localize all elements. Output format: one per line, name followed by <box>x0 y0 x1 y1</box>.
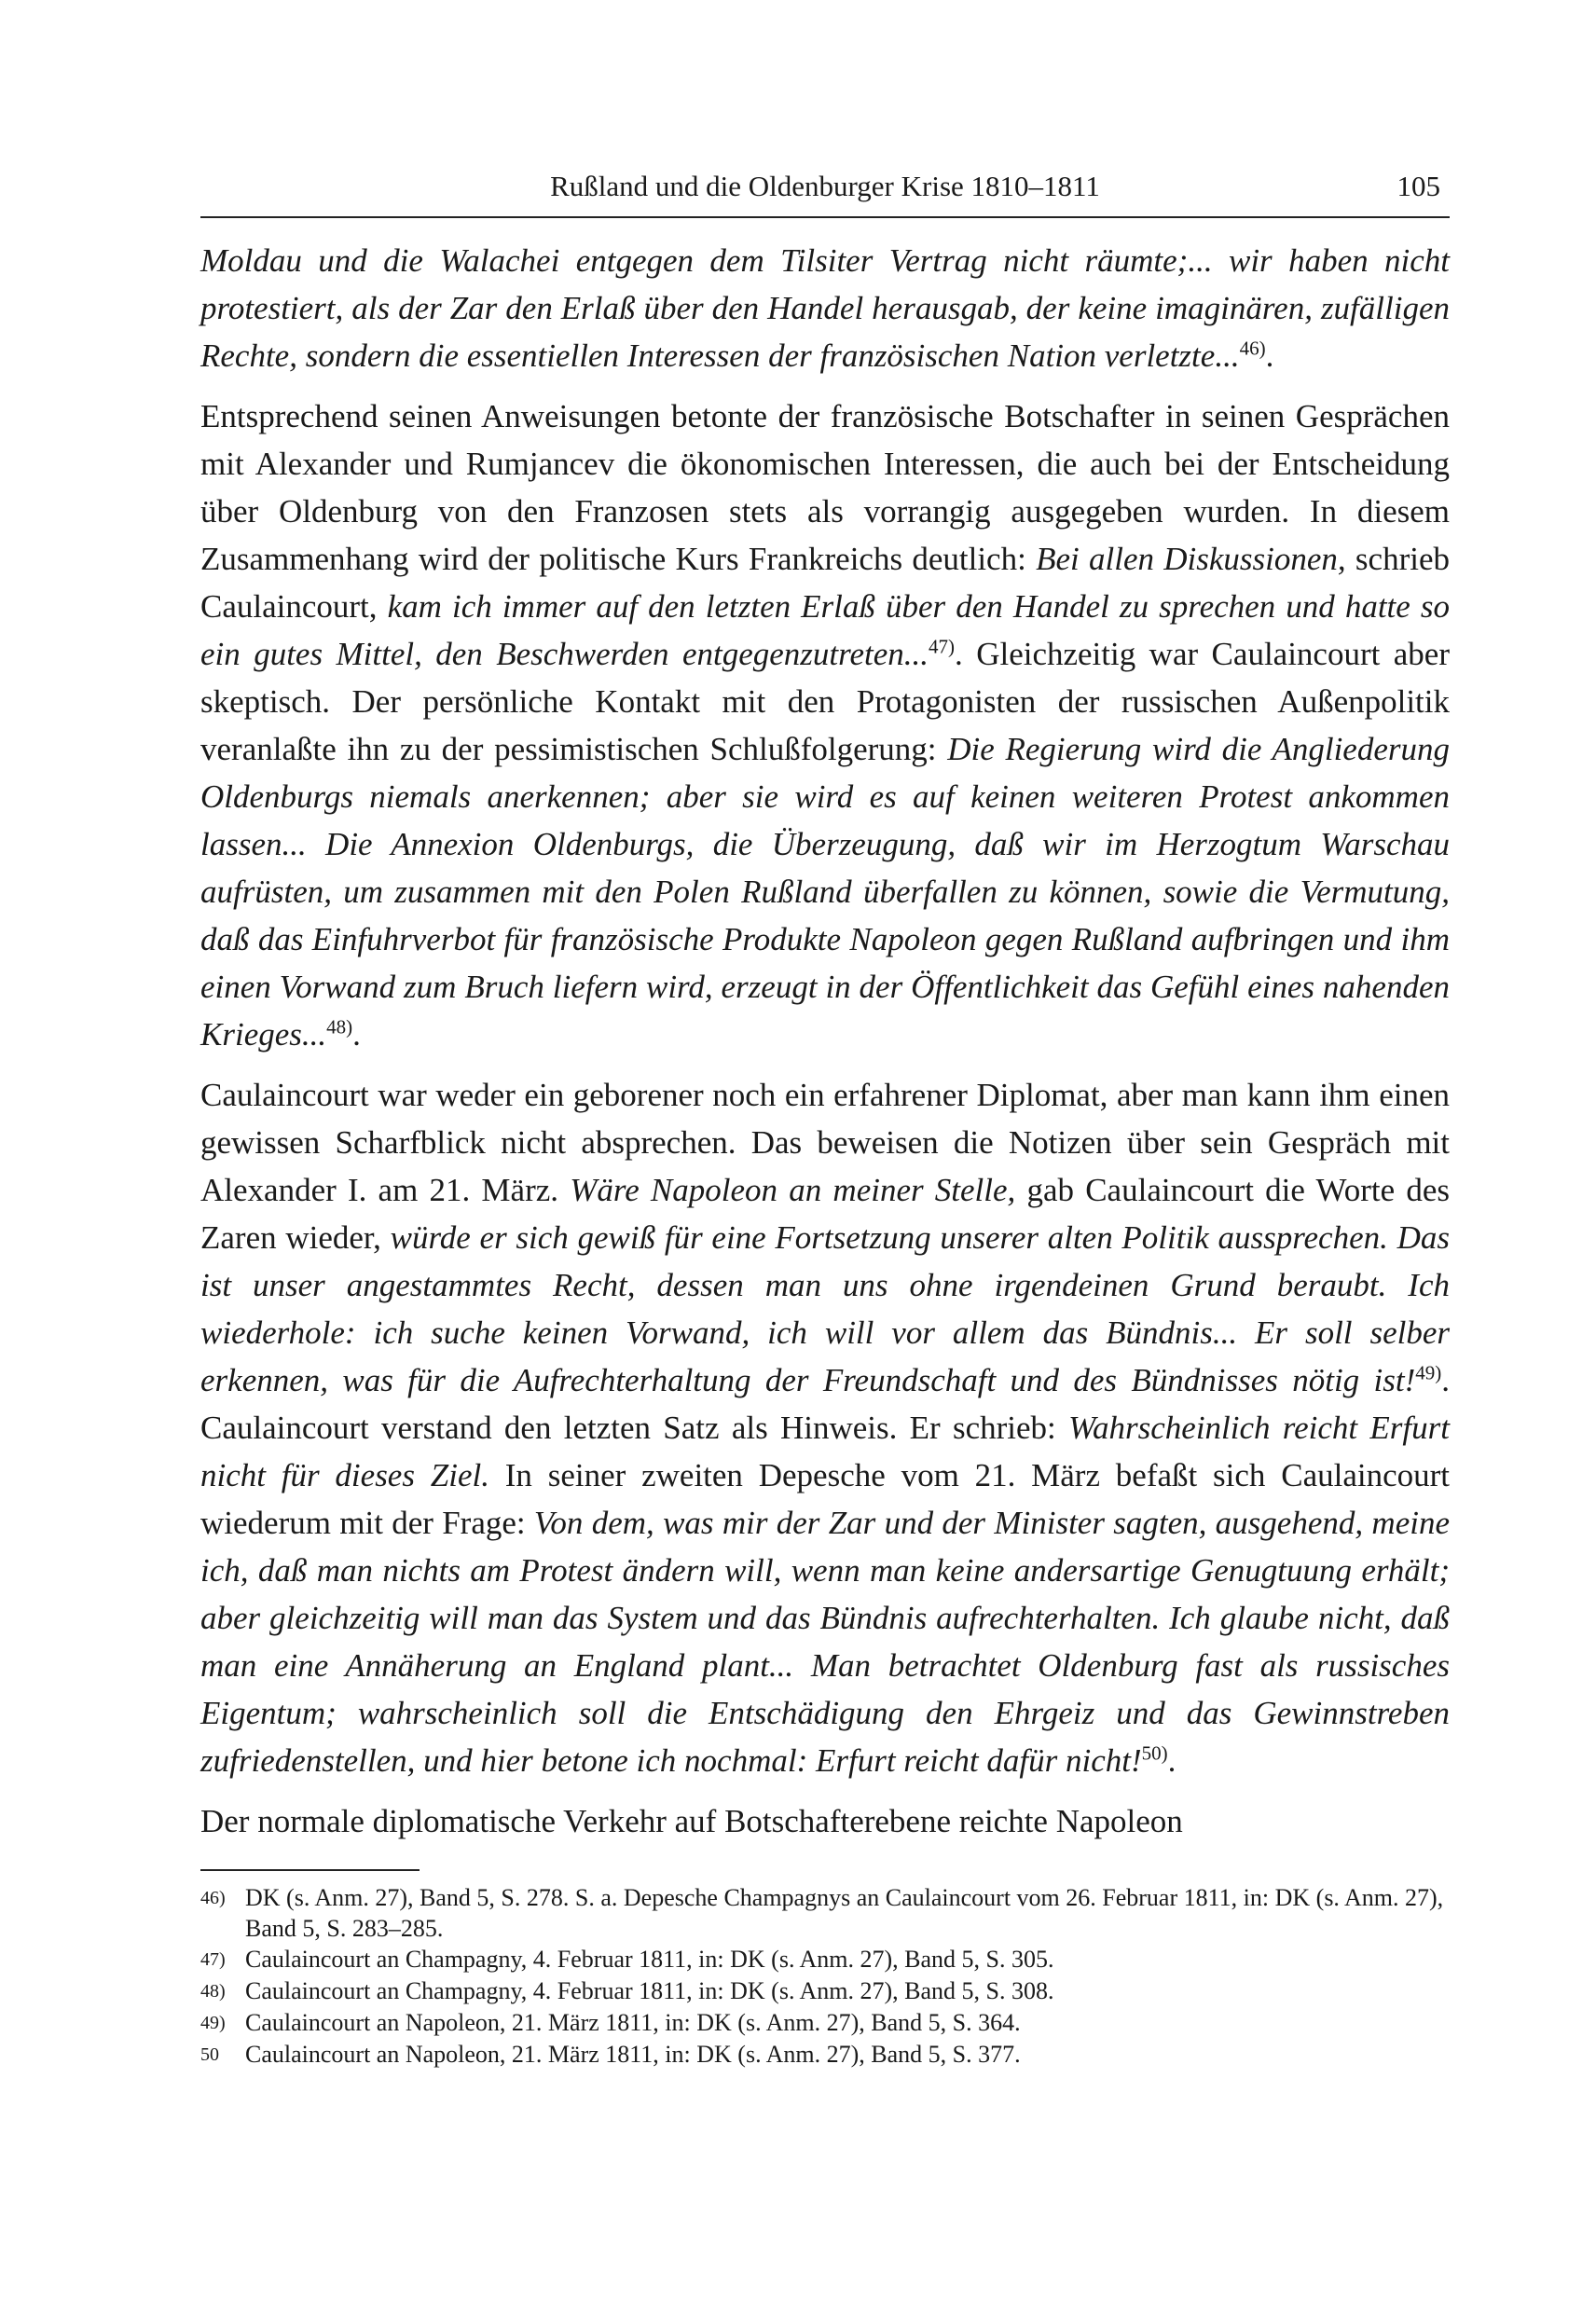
footnote-text: DK (s. Anm. 27), Band 5, S. 278. S. a. Depesche Champagnys an Caulaincourt vom 26. Februar 1811, in: DK (s. Anm. 27), Band 5, S. 283–285. <box>245 1884 1444 1942</box>
page <box>200 168 1450 2071</box>
footnote-text: Caulaincourt an Champagny, 4. Februar 1811, in: DK (s. Anm. 27), Band 5, S. 308. <box>245 1977 1054 2004</box>
quoted-text: Wahrscheinlich reicht Erfurt nicht für dieses Ziel. <box>200 1410 1450 1493</box>
text-run: Der normale diplomatische Verkehr auf Botschafterebene reichte Napoleon <box>200 1803 1183 1839</box>
footnote-number: 48) <box>200 1981 226 2002</box>
paragraph <box>200 1797 1450 1845</box>
footnote-ref: 46) <box>1239 337 1266 360</box>
footnote-text: Caulaincourt an Napoleon, 21. März 1811, in: DK (s. Anm. 27), Band 5, S. 364. <box>245 2009 1021 2036</box>
footnote-text: Caulaincourt an Napoleon, 21. März 1811, in: DK (s. Anm. 27), Band 5, S. 377. <box>245 2041 1021 2068</box>
quoted-text: kam ich immer auf den letzten Erlaß über den Handel zu sprechen und hatte so ein gutes Mittel, den Beschwerden entgegenzutreten... <box>200 588 1451 672</box>
text-run: . <box>1167 1742 1176 1779</box>
page-number: 105 <box>1396 170 1440 202</box>
text-run: . Caulaincourt verstand den letzten Satz als Hinweis. Er schrieb: <box>200 1362 1450 1446</box>
footnote-text: Caulaincourt an Champagny, 4. Februar 1811, in: DK (s. Anm. 27), Band 5, S. 305. <box>245 1946 1054 1973</box>
quoted-text: würde er sich gewiß für eine Fortsetzung unserer alten Politik aussprechen. Das ist unser angestammtes Recht, dessen man uns ohne irgendeinen Grund beraubt. Ich wiederhole: ich suche keinen Vorwand, ich will vor allem das Bündnis... Er soll selber erkennen, was für die Aufrechterhaltung der Freundschaft und des Bündnisses nötig ist! <box>200 1219 1450 1398</box>
footnote-divider <box>200 1869 420 1871</box>
footnote <box>200 1944 1450 1975</box>
footnotes <box>200 1882 1450 2071</box>
text-run: gab Caulaincourt die Worte des Zaren wieder, <box>200 1172 1450 1256</box>
quoted-text: Von dem, was mir der Zar und der Minister sagten, ausgehend, meine ich, daß man nichts am Protest ändern will, wenn man keine andersartige Genugtuung erhält; aber gleichzeitig will man das System und das Bündnis aufrechterhalten. Ich glaube nicht, daß man eine Annäherung an England plant... Man betrachtet Oldenburg fast als russisches Eigentum; wahrscheinlich soll die Entschädigung den Ehrgeiz und das Gewinnstreben zufriedenstellen, und hier betone ich nochmal: Erfurt reicht dafür nicht! <box>200 1505 1450 1779</box>
paragraph <box>200 392 1450 1058</box>
footnote-ref: 48) <box>326 1015 353 1039</box>
footnote <box>200 2039 1450 2071</box>
quoted-text: Die Regierung wird die Angliederung Oldenburgs niemals anerkennen; aber sie wird es auf keinen weiteren Protest ankommen lassen... Die Annexion Oldenburgs, die Überzeugung, daß wir im Herzogtum Warschau aufrüsten, um zusammen mit den Polen Rußland überfallen zu können, sowie die Vermutung, daß das Einfuhrverbot für französische Produkte Napoleon gegen Rußland aufbringen und ihm einen Vorwand zum Bruch liefern wird, erzeugt in der Öffentlichkeit das Gefühl eines nahenden Krieges... <box>200 731 1450 1053</box>
footnote-number: 47) <box>200 1949 226 1970</box>
body-text <box>200 237 1450 1845</box>
running-title: Rußland und die Oldenburger Krise 1810–1811 <box>550 170 1100 202</box>
text-run: . <box>1265 337 1274 374</box>
footnote-ref: 50) <box>1141 1741 1168 1765</box>
running-head <box>200 168 1450 218</box>
text-run: . Gleichzeitig war Caulaincourt aber skeptisch. Der persönliche Kontakt mit den Protagonisten der russischen Außenpolitik veranlaßte ihn zu der pessimistischen Schlußfolgerung: <box>200 636 1450 767</box>
text-run: schrieb Caulaincourt, <box>200 541 1450 625</box>
paragraph <box>200 1071 1450 1784</box>
text-run: Entsprechend seinen Anweisungen betonte der französische Botschafter in seinen Gesprächen mit Alexander und Rumjancev die ökonomischen Interessen, die auch bei der Entscheidung über Oldenburg von den Franzosen stets als vorrangig ausgegeben wurden. In diesem Zusammenhang wird der politische Kurs Frankreichs deutlich: <box>200 398 1450 577</box>
quoted-text: Wäre Napoleon an meiner Stelle, <box>570 1172 1016 1208</box>
footnote-number: 50 <box>200 2044 219 2065</box>
quoted-text: Moldau und die Walachei entgegen dem Tilsiter Vertrag nicht räumte;... wir haben nicht protestiert, als der Zar den Erlaß über den Handel herausgab, der keine imaginären, zufälligen Rechte, sondern die essentiellen Interessen der französischen Nation verletzte... <box>200 242 1450 374</box>
text-run: . <box>352 1016 361 1053</box>
quoted-text: Bei allen Diskussionen, <box>1036 541 1346 577</box>
footnote-ref: 47) <box>929 635 956 658</box>
footnote <box>200 2007 1450 2039</box>
text-run: In seiner zweiten Depesche vom 21. März befaßt sich Caulaincourt wiederum mit der Frage: <box>200 1457 1450 1541</box>
footnote <box>200 1975 1450 2007</box>
footnote-number: 46) <box>200 1888 226 1908</box>
footnote <box>200 1882 1450 1944</box>
paragraph <box>200 237 1450 379</box>
footnote-ref: 49) <box>1415 1361 1442 1384</box>
footnote-number: 49) <box>200 2013 226 2033</box>
text-run: Caulaincourt war weder ein geborener noch ein erfahrener Diplomat, aber man kann ihm einen gewissen Scharfblick nicht absprechen. Das beweisen die Notizen über sein Gespräch mit Alexander I. am 21. März. <box>200 1077 1450 1208</box>
